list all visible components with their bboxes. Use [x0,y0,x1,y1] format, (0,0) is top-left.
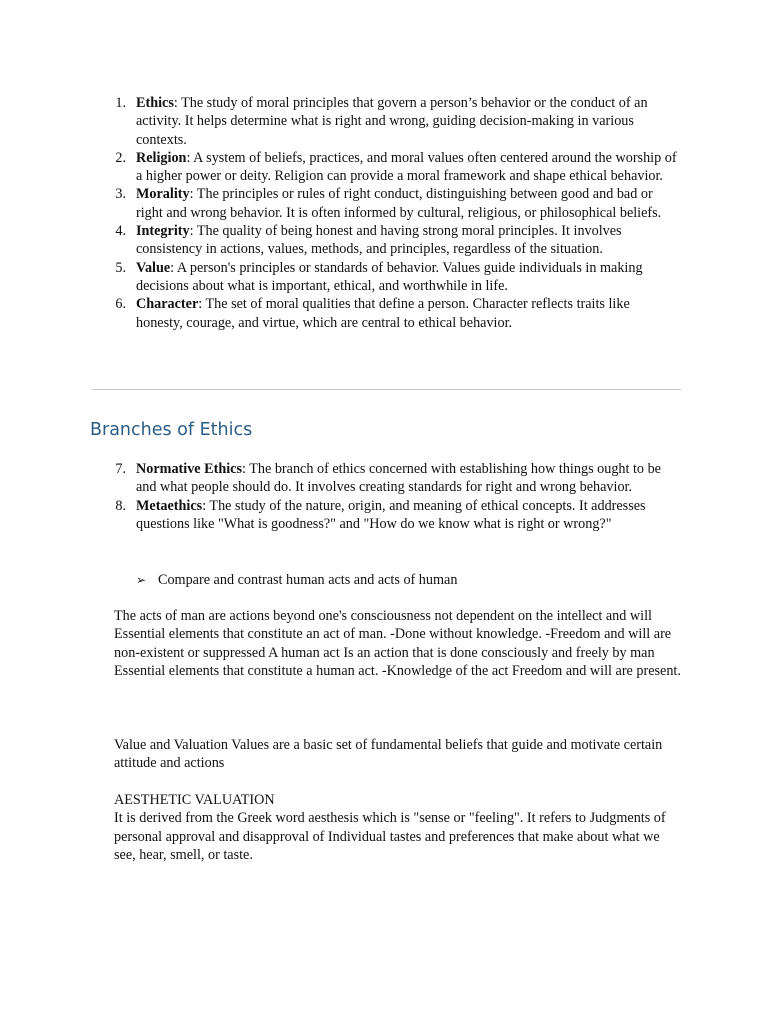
list-item-definition: : The set of moral qualities that define a person. Character reflects traits like honesty, courage, and virtue, which are central to ethical behavior. [136,296,630,331]
list-item [0,259,768,296]
section-heading: Branches of Ethics [90,420,253,440]
list-item [0,460,768,497]
list-item-term: Metaethics [136,497,203,514]
list-item-number: 8. [115,497,126,514]
list-item [0,185,768,222]
list-item-definition: : The branch of ethics concerned with establishing how things ought to be and what people should do. It involves creating standards for right and wrong behavior. [136,461,661,496]
list-item-term: Value [136,259,171,276]
list-item-term: Normative Ethics [136,461,242,477]
definitions-list [0,94,768,332]
list-item [0,295,768,332]
list-item-definition: : The quality of being honest and having strong moral principles. It involves consistency in actions, values, methods, and principles, regardless of the situation. [136,223,622,258]
list-item-number: 1. [115,95,126,111]
list-item-number: 2. [115,149,126,166]
acts-paragraph: The acts of man are actions beyond one's consciousness not dependent on the intellect and will Essential elements that constitute an act of man. -Done without knowledge. -Freedom and will are non-existent or suppressed A human act Is an action that is done consciously and freely by man Essential elements that constitute a human act. -Knowledge of the act Freedom and will are present. [114,608,681,679]
list-item [0,497,768,534]
list-item-term: Morality [136,186,190,203]
list-item [0,149,768,186]
horizontal-divider [92,389,681,390]
list-item-definition: : The study of the nature, origin, and meaning of ethical concepts. It addresses questions like "What is goodness?" and "How do we know what is right or wrong?" [136,497,646,532]
bullet-text: Compare and contrast human acts and acts of human [158,572,458,588]
branches-list [0,460,768,533]
aesthetic-body: It is derived from the Greek word aesthesis which is "sense or "feeling". It refers to Judgments of personal approval and disapproval of Individual tastes and preferences that make about what we see, hear, smell, or taste. [114,810,666,863]
list-item-number: 4. [115,223,126,240]
list-item [0,94,768,149]
arrow-bullet-icon: ➢ [136,573,147,587]
list-item-term: Character [136,296,199,313]
list-item-definition: : A system of beliefs, practices, and moral values often centered around the worship of a higher power or deity. Religion can provide a moral framework and shape ethical behavior. [136,149,677,185]
list-item-term: Ethics [136,95,174,111]
list-item-number: 5. [115,259,126,276]
aesthetic-title: AESTHETIC VALUATION [114,792,275,808]
list-item-definition: : A person's principles or standards of behavior. Values guide individuals in making decisions about what is important, ethical, and worthwhile in life. [136,259,643,294]
list-item-term: Religion [136,149,187,166]
value-paragraph: Value and Valuation Values are a basic set of fundamental beliefs that guide and motivate certain attitude and actions [114,737,663,772]
list-item-number: 6. [115,296,126,313]
list-item-definition: : The study of moral principles that govern a person’s behavior or the conduct of an activity. It helps determine what is right and wrong, guiding decision-making in various contexts. [136,95,648,148]
aesthetic-section [114,791,684,864]
list-item-number: 7. [115,461,126,477]
list-item-number: 3. [115,186,126,203]
list-item-term: Integrity [136,223,190,240]
list-item-definition: : The principles or rules of right conduct, distinguishing between good and bad or right and wrong behavior. It is often informed by cultural, religious, or philosophical beliefs. [136,186,662,221]
list-item [0,222,768,259]
